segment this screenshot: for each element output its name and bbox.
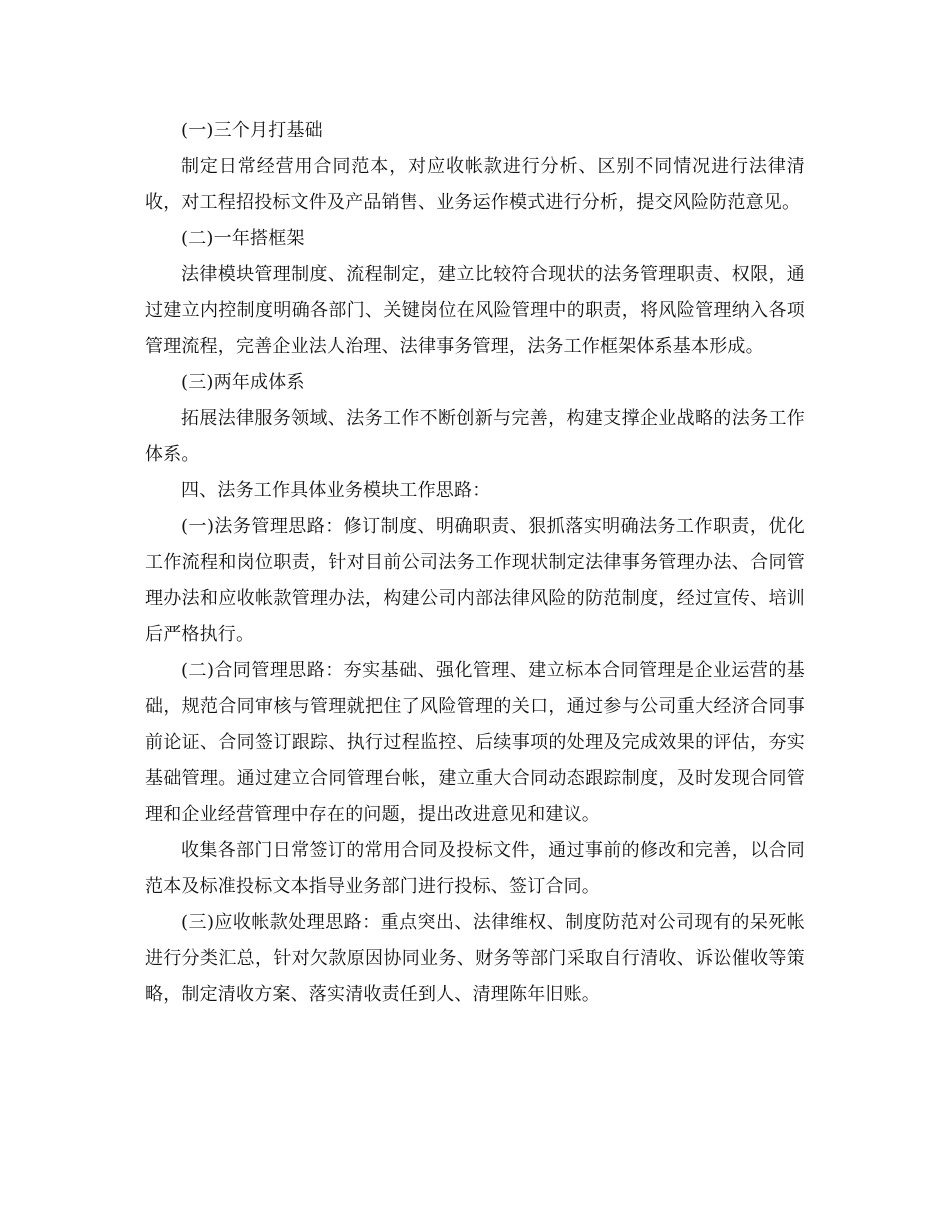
paragraph-two-years: 拓展法律服务领域、法务工作不断创新与完善，构建支撑企业战略的法务工作体系。	[145, 408, 805, 465]
section-heading-four: 四、法务工作具体业务模块工作思路：	[181, 480, 491, 501]
document-body	[145, 113, 805, 1013]
paragraph-legal-management: (一)法务管理思路：修订制度、明确职责、狠抓落实明确法务工作职责，优化工作流程和岗位职责，针对目前公司法务工作现状制定法律事务管理办法、合同管理办法和应收帐款管理办法，构建公司内部法律风险的防范制度，经过宣传、培训后严格执行。	[145, 516, 805, 645]
section-heading-two-years: (三)两年成体系	[181, 372, 305, 393]
paragraph-contract-collection: 收集各部门日常签订的常用合同及投标文件，通过事前的修改和完善，以合同范本及标准投标文本指导业务部门进行投标、签订合同。	[145, 840, 805, 897]
section-heading-three-months: (一)三个月打基础	[181, 120, 323, 141]
section-heading-one-year: (二)一年搭框架	[181, 228, 305, 249]
paragraph-receivables: (三)应收帐款处理思路：重点突出、法律维权、制度防范对公司现有的呆死帐进行分类汇总，针对欠款原因协同业务、财务等部门采取自行清收、诉讼催收等策略，制定清收方案、落实清收责任到人、清理陈年旧账。	[145, 912, 805, 1005]
paragraph-three-months: 制定日常经营用合同范本，对应收帐款进行分析、区别不同情况进行法律清收，对工程招投标文件及产品销售、业务运作模式进行分析，提交风险防范意见。	[145, 156, 805, 213]
paragraph-contract-management: (二)合同管理思路：夯实基础、强化管理、建立标本合同管理是企业运营的基础，规范合同审核与管理就把住了风险管理的关口，通过参与公司重大经济合同事前论证、合同签订跟踪、执行过程监控、后续事项的处理及完成效果的评估，夯实基础管理。通过建立合同管理台帐，建立重大合同动态跟踪制度，及时发现合同管理和企业经营管理中存在的问题，提出改进意见和建议。	[145, 660, 805, 825]
paragraph-one-year: 法律模块管理制度、流程制定，建立比较符合现状的法务管理职责、权限，通过建立内控制度明确各部门、关键岗位在风险管理中的职责，将风险管理纳入各项管理流程，完善企业法人治理、法律事务管理，法务工作框架体系基本形成。	[145, 264, 805, 357]
